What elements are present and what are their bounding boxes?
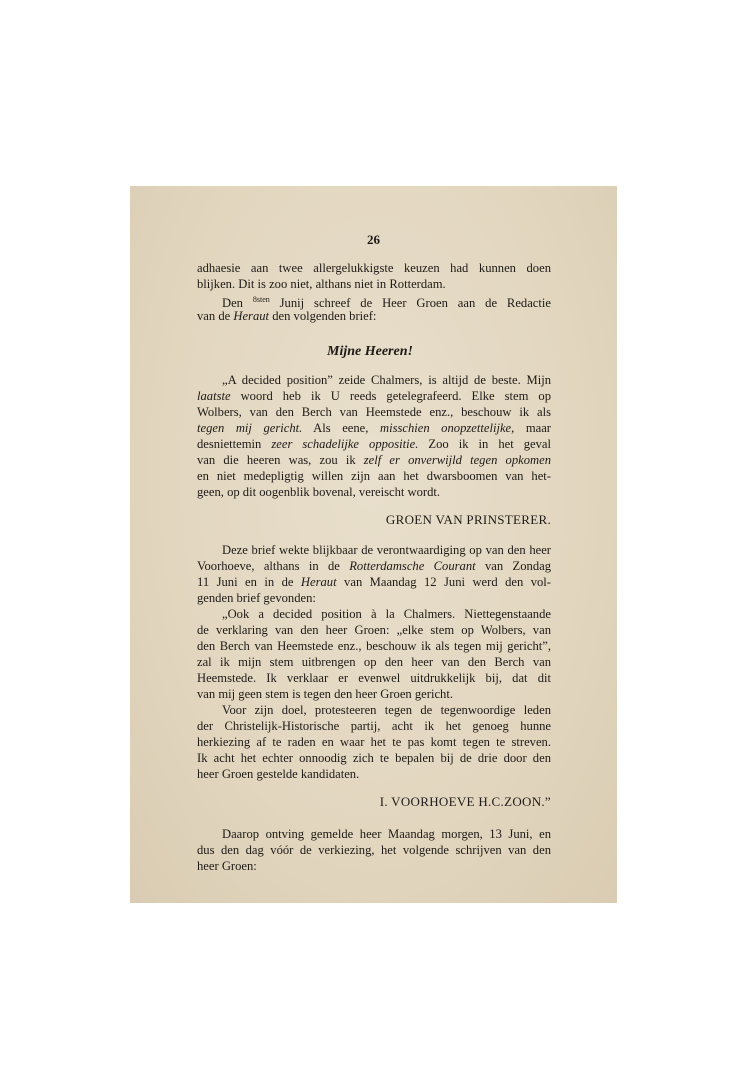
text-line — [222, 606, 551, 622]
text-line — [197, 750, 551, 766]
salutation — [260, 344, 480, 360]
text-segment: Zoo ik in het geval — [418, 437, 551, 451]
text-segment: van die heeren was, zou ik — [197, 453, 364, 467]
text-segment: „A decided position” zeide Chalmers, is altijd de beste. Mijn — [222, 373, 551, 387]
text-segment: Heraut — [300, 575, 337, 589]
text-line — [197, 670, 551, 686]
text-segment: maar — [514, 421, 551, 435]
text-segment: genden brief gevonden: — [197, 591, 316, 605]
text-segment: van Maandag 12 Juni werd den vol- — [336, 575, 551, 589]
text-segment: woord heb ik U reeds getelegrafeerd. Elke stem op — [230, 389, 551, 403]
text-segment: adhaesie aan twee allergelukkigste keuzen had kunnen doen — [197, 261, 551, 275]
text-segment: de verklaring van den heer Groen: „elke stem op Wolbers, van — [197, 623, 551, 637]
text-segment: den volgenden brief: — [269, 309, 377, 323]
text-line — [197, 766, 551, 782]
text-segment: I. VOORHOEVE H.C.ZOON.” — [379, 794, 551, 809]
text-segment: Als eene, — [302, 421, 380, 435]
text-line — [197, 308, 551, 324]
text-line — [197, 734, 551, 750]
text-segment: herkiezing af te raden en waar het te pas komt tegen te streven. — [197, 735, 551, 749]
text-segment: van Zondag — [475, 559, 552, 573]
text-line — [222, 542, 551, 558]
text-segment: Heemstede. Ik verklaar er evenwel uitdrukkelijk bij, dat dit — [197, 671, 551, 685]
text-line — [197, 842, 551, 858]
text-segment: Ik acht het echter onnoodig zich te bepalen bij de drie door den — [197, 751, 551, 765]
text-line — [222, 372, 551, 388]
text-line — [197, 484, 551, 500]
text-line — [197, 858, 551, 874]
text-segment: Rotterdamsche Courant — [349, 559, 476, 573]
text-line — [197, 574, 551, 590]
text-segment: Voorhoeve, althans in de — [197, 559, 350, 573]
text-segment: Heraut — [233, 309, 270, 323]
text-segment: Junij schreef de Heer Groen aan de Redactie — [269, 296, 551, 310]
text-segment: Mijne Heeren! — [327, 344, 413, 359]
text-segment: heer Groen: — [197, 859, 257, 873]
text-segment: dus den dag vóór de verkiezing, het volgende schrijven van den — [197, 843, 551, 857]
text-segment: desniettemin — [197, 437, 272, 451]
text-line — [197, 452, 551, 468]
text-line — [197, 558, 551, 574]
book-page — [130, 186, 617, 903]
text-line — [197, 590, 551, 606]
text-segment: Deze brief wekte blijkbaar de verontwaardiging op van den heer — [222, 543, 551, 557]
text-line — [197, 718, 551, 734]
text-segment: en niet medepligtig willen zijn aan het dwarsboomen van het- — [197, 469, 551, 483]
text-line — [197, 686, 551, 702]
text-segment: Daarop ontving gemelde heer Maandag morgen, 13 Juni, en — [222, 827, 551, 841]
signature-groen — [197, 512, 551, 528]
text-line — [197, 276, 551, 292]
text-segment: blijken. Dit is zoo niet, althans niet in Rotterdam. — [197, 277, 446, 291]
text-segment: Voor zijn doel, protesteeren tegen de tegenwoordige leden — [222, 703, 551, 717]
text-segment: 8sten — [252, 295, 270, 304]
page-number: 26 — [367, 232, 380, 247]
text-segment: Den — [222, 296, 253, 310]
text-line — [197, 404, 551, 420]
text-segment: tegen mij gericht. — [197, 421, 303, 435]
text-line — [222, 826, 551, 842]
text-line — [197, 388, 551, 404]
text-segment: laatste — [197, 389, 231, 403]
text-segment: heer Groen gestelde kandidaten. — [197, 767, 360, 781]
signature-voorhoeve — [197, 794, 551, 810]
text-segment: den Berch van Heemstede enz., beschouw ik als tegen mij gericht”, — [197, 639, 551, 653]
text-segment: zal ik mijn stem uitbrengen op den heer van den Berch van — [197, 655, 551, 669]
text-line — [197, 436, 551, 452]
text-line — [197, 622, 551, 638]
text-line — [222, 702, 551, 718]
text-segment: „Ook a decided position à la Chalmers. Niettegenstaande — [222, 607, 551, 621]
text-line — [197, 638, 551, 654]
text-segment: van mij geen stem is tegen den heer Groen gericht. — [197, 687, 453, 701]
text-segment: der Christelijk-Historische partij, acht ik het genoeg hunne — [197, 719, 551, 733]
text-segment: 11 Juni en in de — [197, 575, 301, 589]
text-line — [197, 420, 551, 436]
text-segment: zeer schadelijke oppositie. — [271, 437, 419, 451]
text-line — [197, 468, 551, 484]
text-line — [197, 260, 551, 276]
text-segment: zelf er onverwijld tegen opkomen — [363, 453, 551, 467]
text-segment: misschien onopzettelijke, — [379, 421, 515, 435]
text-segment: van de — [197, 309, 234, 323]
text-segment: GROEN VAN PRINSTERER. — [385, 512, 551, 527]
text-line — [197, 654, 551, 670]
text-segment: Wolbers, van den Berch van Heemstede enz., beschouw ik als — [197, 405, 551, 419]
text-segment: geen, op dit oogenblik bovenal, vereischt wordt. — [197, 485, 441, 499]
